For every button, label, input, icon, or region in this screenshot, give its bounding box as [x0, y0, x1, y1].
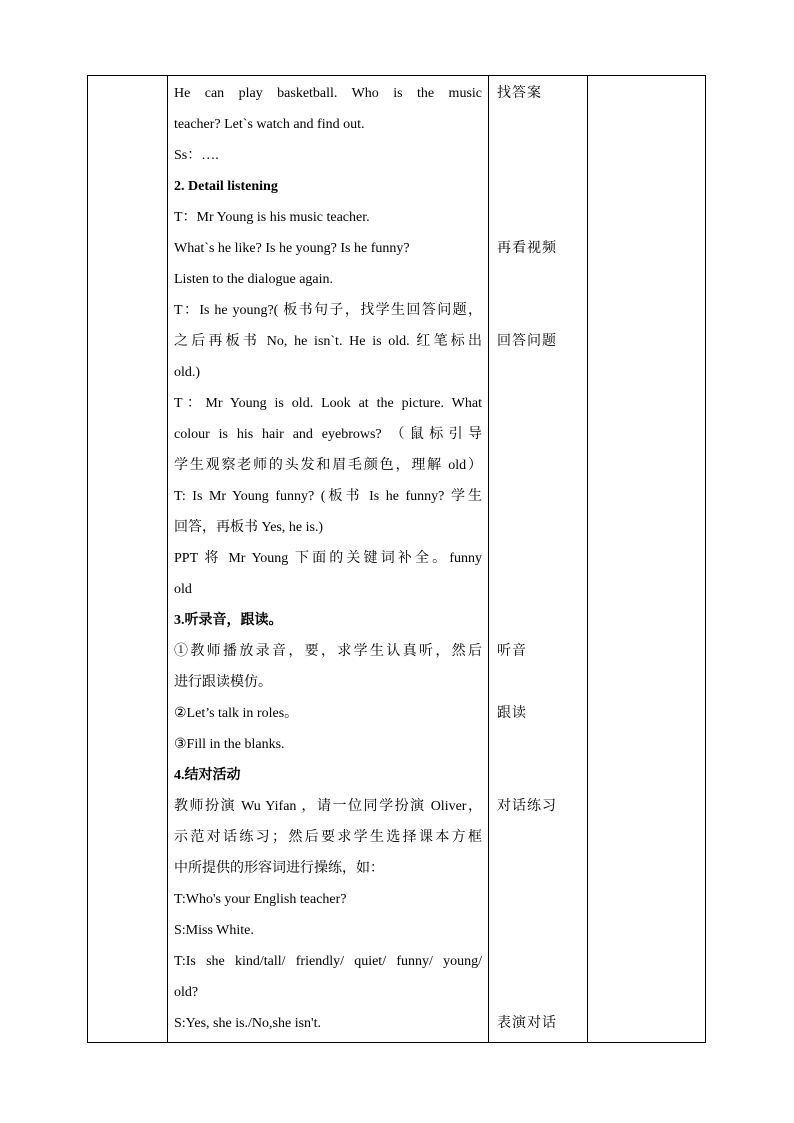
section-heading: 2. Detail listening [174, 179, 278, 194]
activity-label: 找答案 [497, 86, 542, 101]
lesson-text-line: 之后再板书 No, he isn`t. He is old. 红笔标出 [174, 334, 482, 349]
lesson-text-line: 学生观察老师的头发和眉毛颜色，理解 old） [174, 458, 482, 473]
lesson-text-line: What`s he like? Is he young? Is he funny? [174, 241, 410, 256]
lesson-text-line: T: Is Mr Young funny? (板书 Is he funny? 学生 [174, 489, 482, 504]
lesson-text-line: 示范对话练习；然后要求学生选择课本方框 [174, 830, 482, 845]
lesson-text-line: Listen to the dialogue again. [174, 272, 334, 287]
lesson-text-line: ②Let’s talk in roles。 [174, 706, 299, 721]
lesson-text-line: ①教师播放录音，要，求学生认真听，然后 [174, 644, 482, 659]
lesson-text-line: 进行跟读模仿。 [174, 675, 272, 690]
lesson-text-line: T：Is he young?( 板书句子，找学生回答问题， [174, 303, 482, 318]
activity-label: 听音 [497, 644, 527, 659]
section-heading: 3.听录音，跟读。 [174, 613, 283, 628]
lesson-text-line: old [174, 582, 192, 597]
lesson-text-line: old? [174, 985, 199, 1000]
section-heading: 4.结对活动 [174, 768, 241, 783]
activity-label: 对话练习 [497, 799, 557, 814]
lesson-text-line: T：Mr Young is his music teacher. [174, 210, 370, 225]
column-divider-1 [167, 76, 168, 1042]
lesson-text-line: teacher? Let`s watch and find out. [174, 117, 365, 132]
lesson-text-line: 中所提供的形容词进行操练，如： [174, 861, 384, 876]
lesson-text-line: He can play basketball. Who is the music [174, 86, 482, 101]
activity-label: 表演对话 [497, 1016, 557, 1031]
activity-label: 回答问题 [497, 334, 557, 349]
lesson-text-line: old.) [174, 365, 201, 380]
lesson-text-line: T:Who's your English teacher? [174, 892, 347, 907]
lesson-text-line: 回答，再板书 Yes, he is.) [174, 520, 324, 535]
column-divider-2 [488, 76, 489, 1042]
lesson-table [87, 75, 706, 1043]
lesson-text-line: Ss：…. [174, 148, 219, 163]
lesson-text-line: S:Miss White. [174, 923, 254, 938]
lesson-text-line: 教师扮演 Wu Yifan ，请一位同学扮演 Oliver， [174, 799, 482, 814]
activity-label: 跟读 [497, 706, 527, 721]
lesson-text-line: ③Fill in the blanks. [174, 737, 285, 752]
lesson-text-line: S:Yes, she is./No,she isn't. [174, 1016, 321, 1031]
activity-label: 再看视频 [497, 241, 557, 256]
lesson-text-line: PPT 将 Mr Young 下面的关键词补全。funny [174, 551, 482, 566]
lesson-text-line: T：Mr Young is old. Look at the picture. What [174, 396, 482, 411]
column-divider-3 [587, 76, 588, 1042]
lesson-text-line: colour is his hair and eyebrows? （鼠标引导 [174, 427, 482, 442]
lesson-text-line: T:Is she kind/tall/ friendly/ quiet/ funny/ young/ [174, 954, 482, 969]
